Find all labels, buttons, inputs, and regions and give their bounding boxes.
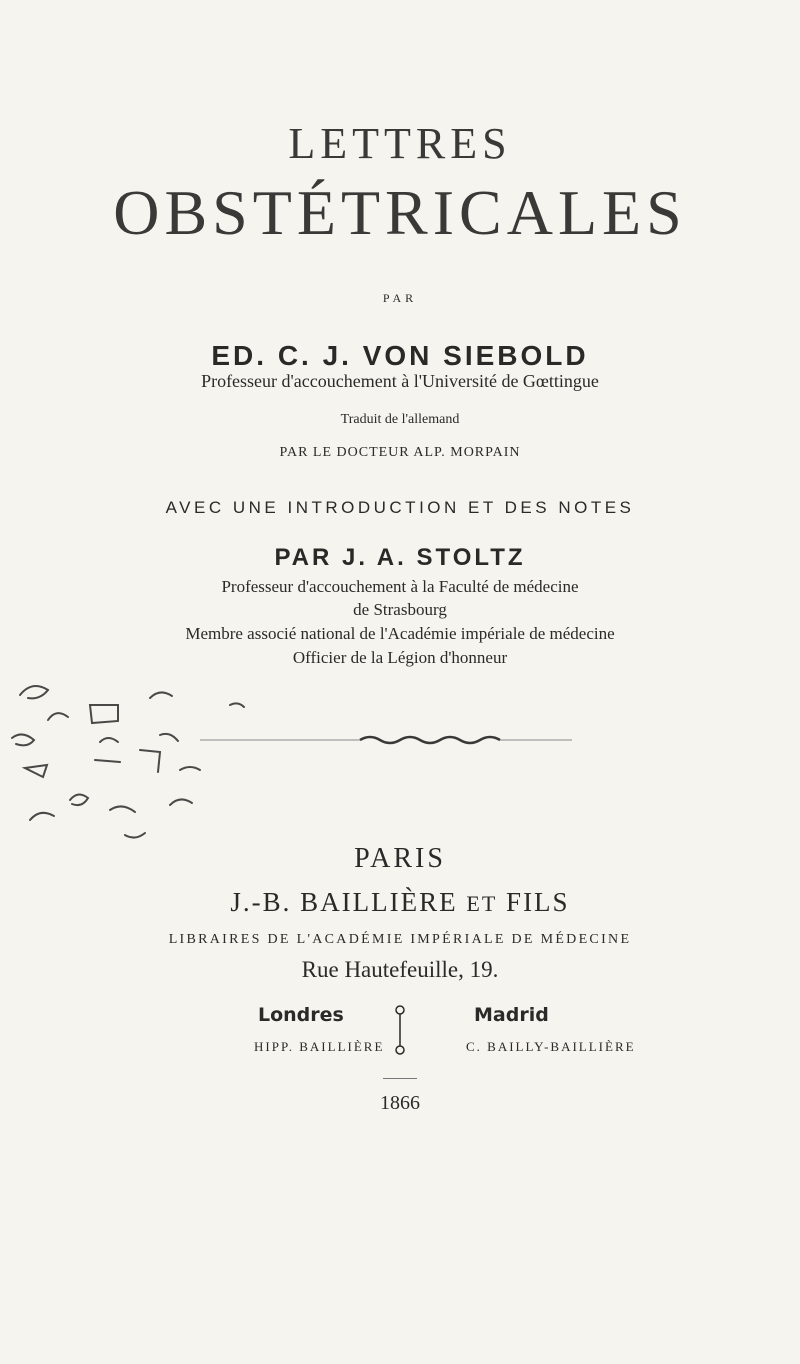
editor-name: PAR J. A. STOLTZ: [274, 544, 526, 571]
branch-divider-ornament: [394, 1004, 406, 1056]
publisher-address: Rue Hautefeuille, 19.: [301, 957, 499, 982]
editor-credential: Membre associé national de l'Académie impériale de médecine: [185, 624, 615, 643]
branch-city-madrid: Madrid: [474, 1004, 549, 1026]
imprint-city: PARIS: [354, 843, 446, 874]
editor-credential: de Strasbourg: [353, 600, 447, 619]
year-rule: [383, 1078, 417, 1079]
translation-note: Traduit de l'allemand: [340, 412, 460, 427]
editor-credential: Professeur d'accouchement à la Faculté de médecine: [221, 577, 579, 596]
title-line-2: OBSTÉTRICALES: [113, 177, 687, 248]
introduction-heading: AVEC UNE INTRODUCTION ET DES NOTES: [165, 498, 635, 517]
author-role: Professeur d'accouchement à l'Université de Gœttingue: [201, 371, 599, 391]
branch-city-london: Londres: [258, 1004, 344, 1026]
editor-credential: Officier de la Légion d'honneur: [292, 648, 508, 667]
publication-year: 1866: [380, 1092, 420, 1114]
branch-name-london: HIPP. BAILLIÈRE: [254, 1039, 385, 1054]
by-label: PAR: [382, 291, 418, 305]
publisher-name: J.-B. BAILLIÈRE ET FILS: [230, 887, 570, 917]
title-line-1: LETTRES: [288, 119, 512, 168]
translator: PAR LE DOCTEUR ALP. MORPAIN: [279, 445, 521, 460]
author-name: ED. C. J. VON SIEBOLD: [211, 340, 589, 371]
branch-name-madrid: C. BAILLY-BAILLIÈRE: [466, 1039, 636, 1054]
publisher-description: LIBRAIRES DE L'ACADÉMIE IMPÉRIALE DE MÉDECINE: [168, 932, 632, 947]
library-stamp: [0, 650, 800, 850]
